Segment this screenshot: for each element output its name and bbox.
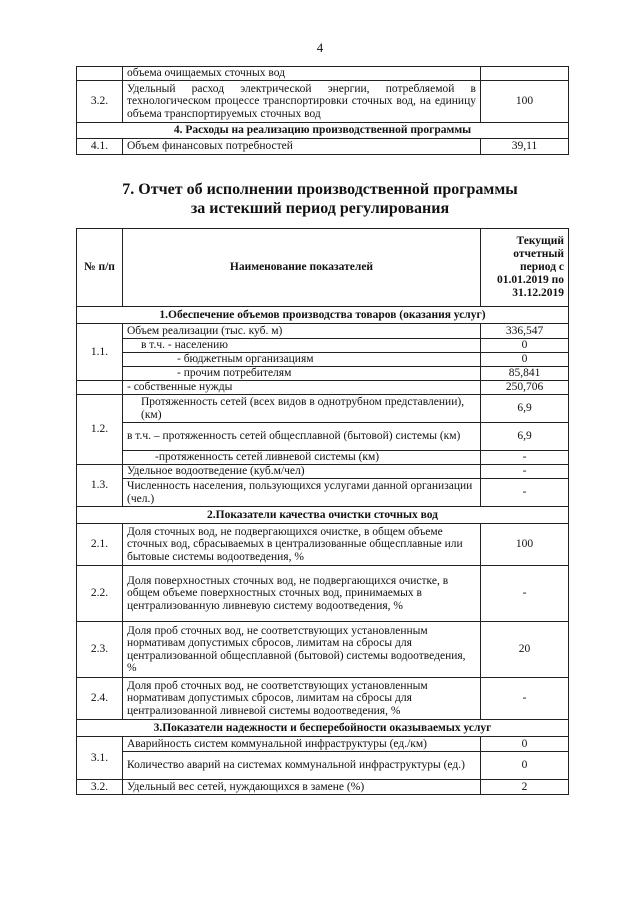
indicator-value: 0 xyxy=(481,339,569,353)
report-table xyxy=(76,228,569,795)
indicator-value: 336,547 xyxy=(481,324,569,339)
indicator-value: - xyxy=(481,678,569,720)
header-period: Текущий отчетный период с 01.01.2019 по 31.12.2019 xyxy=(481,229,569,307)
table-row xyxy=(77,81,569,123)
indicator-name: Аварийность систем коммунальной инфраструктуры (ед./км) xyxy=(123,737,481,752)
indicator-name: - прочим потребителям xyxy=(123,367,481,381)
indicator-name: Объем реализации (тыс. куб. м) xyxy=(123,324,481,339)
table-row xyxy=(77,339,569,353)
indicator-name: Объем финансовых потребностей xyxy=(123,139,481,155)
indicator-name: Количество аварий на системах коммунальной инфраструктуры (ед.) xyxy=(123,752,481,780)
heading-line-2: за истекший период регулирования xyxy=(190,200,450,217)
indicator-name: Доля сточных вод, не подвергающихся очистке, в общем объеме сточных вод, сбрасываемых в централизованные общесплавные или бытовые системы водоотведения, % xyxy=(123,524,481,566)
table-row xyxy=(77,622,569,678)
row-number: 2.4. xyxy=(77,678,123,720)
indicator-value: 85,841 xyxy=(481,367,569,381)
table-row xyxy=(77,324,569,339)
row-number xyxy=(77,67,123,81)
row-number: 3.1. xyxy=(77,737,123,780)
indicator-value: 6,9 xyxy=(481,395,569,423)
continued-table xyxy=(76,66,569,155)
row-number: 2.3. xyxy=(77,622,123,678)
indicator-name: Удельный вес сетей, нуждающихся в замене (%) xyxy=(123,780,481,795)
row-number: 2.1. xyxy=(77,524,123,566)
table-row xyxy=(77,451,569,465)
indicator-value: 0 xyxy=(481,752,569,780)
table-row xyxy=(77,139,569,155)
row-number: 3.2. xyxy=(77,780,123,795)
indicator-name: - собственные нужды xyxy=(123,381,481,395)
table-row xyxy=(77,367,569,381)
indicator-name: Удельное водоотведение (куб.м/чел) xyxy=(123,465,481,479)
section-title: 1.Обеспечение объемов производства товаров (оказания услуг) xyxy=(77,307,569,324)
indicator-name: Удельный расход электрической энергии, потребляемой в технологическом процессе транспортировки сточных вод, на единицу объема транспортируемых сточных вод xyxy=(123,81,481,123)
section-row xyxy=(77,123,569,139)
row-number xyxy=(77,381,123,395)
table-row xyxy=(77,381,569,395)
indicator-value xyxy=(481,67,569,81)
indicator-name: -протяженность сетей ливневой системы (км) xyxy=(123,451,481,465)
indicator-value: - xyxy=(481,566,569,622)
row-number: 3.2. xyxy=(77,81,123,123)
table-row xyxy=(77,479,569,507)
indicator-value: 6,9 xyxy=(481,423,569,451)
row-number: 1.3. xyxy=(77,465,123,507)
heading-line-1: 7. Отчет об исполнении производственной программы xyxy=(122,181,518,198)
indicator-name: Доля проб сточных вод, не соответствующих установленным нормативам допустимых сбросов, лимитам на сбросы для централизованной ливневой системы водоотведения, % xyxy=(123,678,481,720)
indicator-value: 2 xyxy=(481,780,569,795)
section-title: 3.Показатели надежности и бесперебойности оказываемых услуг xyxy=(77,720,569,737)
table-row xyxy=(77,423,569,451)
table-row xyxy=(77,752,569,780)
table-row xyxy=(77,395,569,423)
table-row xyxy=(77,678,569,720)
indicator-value: 100 xyxy=(481,524,569,566)
indicator-name: Доля поверхностных сточных вод, не подвергающихся очистке, в общем объеме поверхностных сточных вод, принимаемых в централизованную ливневую систему водоотведения, % xyxy=(123,566,481,622)
table-row xyxy=(77,465,569,479)
indicator-value: - xyxy=(481,479,569,507)
row-number: 1.1. xyxy=(77,324,123,381)
indicator-value: 0 xyxy=(481,353,569,367)
table-row xyxy=(77,353,569,367)
indicator-value: 100 xyxy=(481,81,569,123)
indicator-name: объема очищаемых сточных вод xyxy=(123,67,481,81)
row-number: 1.2. xyxy=(77,395,123,465)
table-row xyxy=(77,67,569,81)
table-row xyxy=(77,566,569,622)
indicator-name: Численность населения, пользующихся услугами данной организации (чел.) xyxy=(123,479,481,507)
header-row xyxy=(77,229,569,307)
table-row xyxy=(77,524,569,566)
header-name: Наименование показателей xyxy=(123,229,481,307)
section-title: 2.Показатели качества очистки сточных вод xyxy=(77,507,569,524)
indicator-value: 250,706 xyxy=(481,381,569,395)
indicator-value: - xyxy=(481,451,569,465)
indicator-value: 39,11 xyxy=(481,139,569,155)
row-number: 4.1. xyxy=(77,139,123,155)
page-number: 4 xyxy=(316,40,324,55)
row-number: 2.2. xyxy=(77,566,123,622)
table-row xyxy=(77,780,569,795)
indicator-name: в т.ч. – протяженность сетей общесплавной (бытовой) системы (км) xyxy=(123,423,481,451)
report-heading xyxy=(0,180,640,218)
indicator-value: 0 xyxy=(481,737,569,752)
indicator-name: Протяженность сетей (всех видов в однотрубном представлении), (км) xyxy=(123,395,481,423)
header-num: № п/п xyxy=(77,229,123,307)
table-row xyxy=(77,737,569,752)
indicator-name: Доля проб сточных вод, не соответствующих установленным нормативам допустимых сбросов, лимитам на сбросы для централизованной общесплавной (бытовой) системы водоотведения, % xyxy=(123,622,481,678)
indicator-value: - xyxy=(481,465,569,479)
indicator-value: 20 xyxy=(481,622,569,678)
indicator-name: в т.ч. - населению xyxy=(123,339,481,353)
indicator-name: - бюджетным организациям xyxy=(123,353,481,367)
section-title: 4. Расходы на реализацию производственной программы xyxy=(77,123,569,139)
